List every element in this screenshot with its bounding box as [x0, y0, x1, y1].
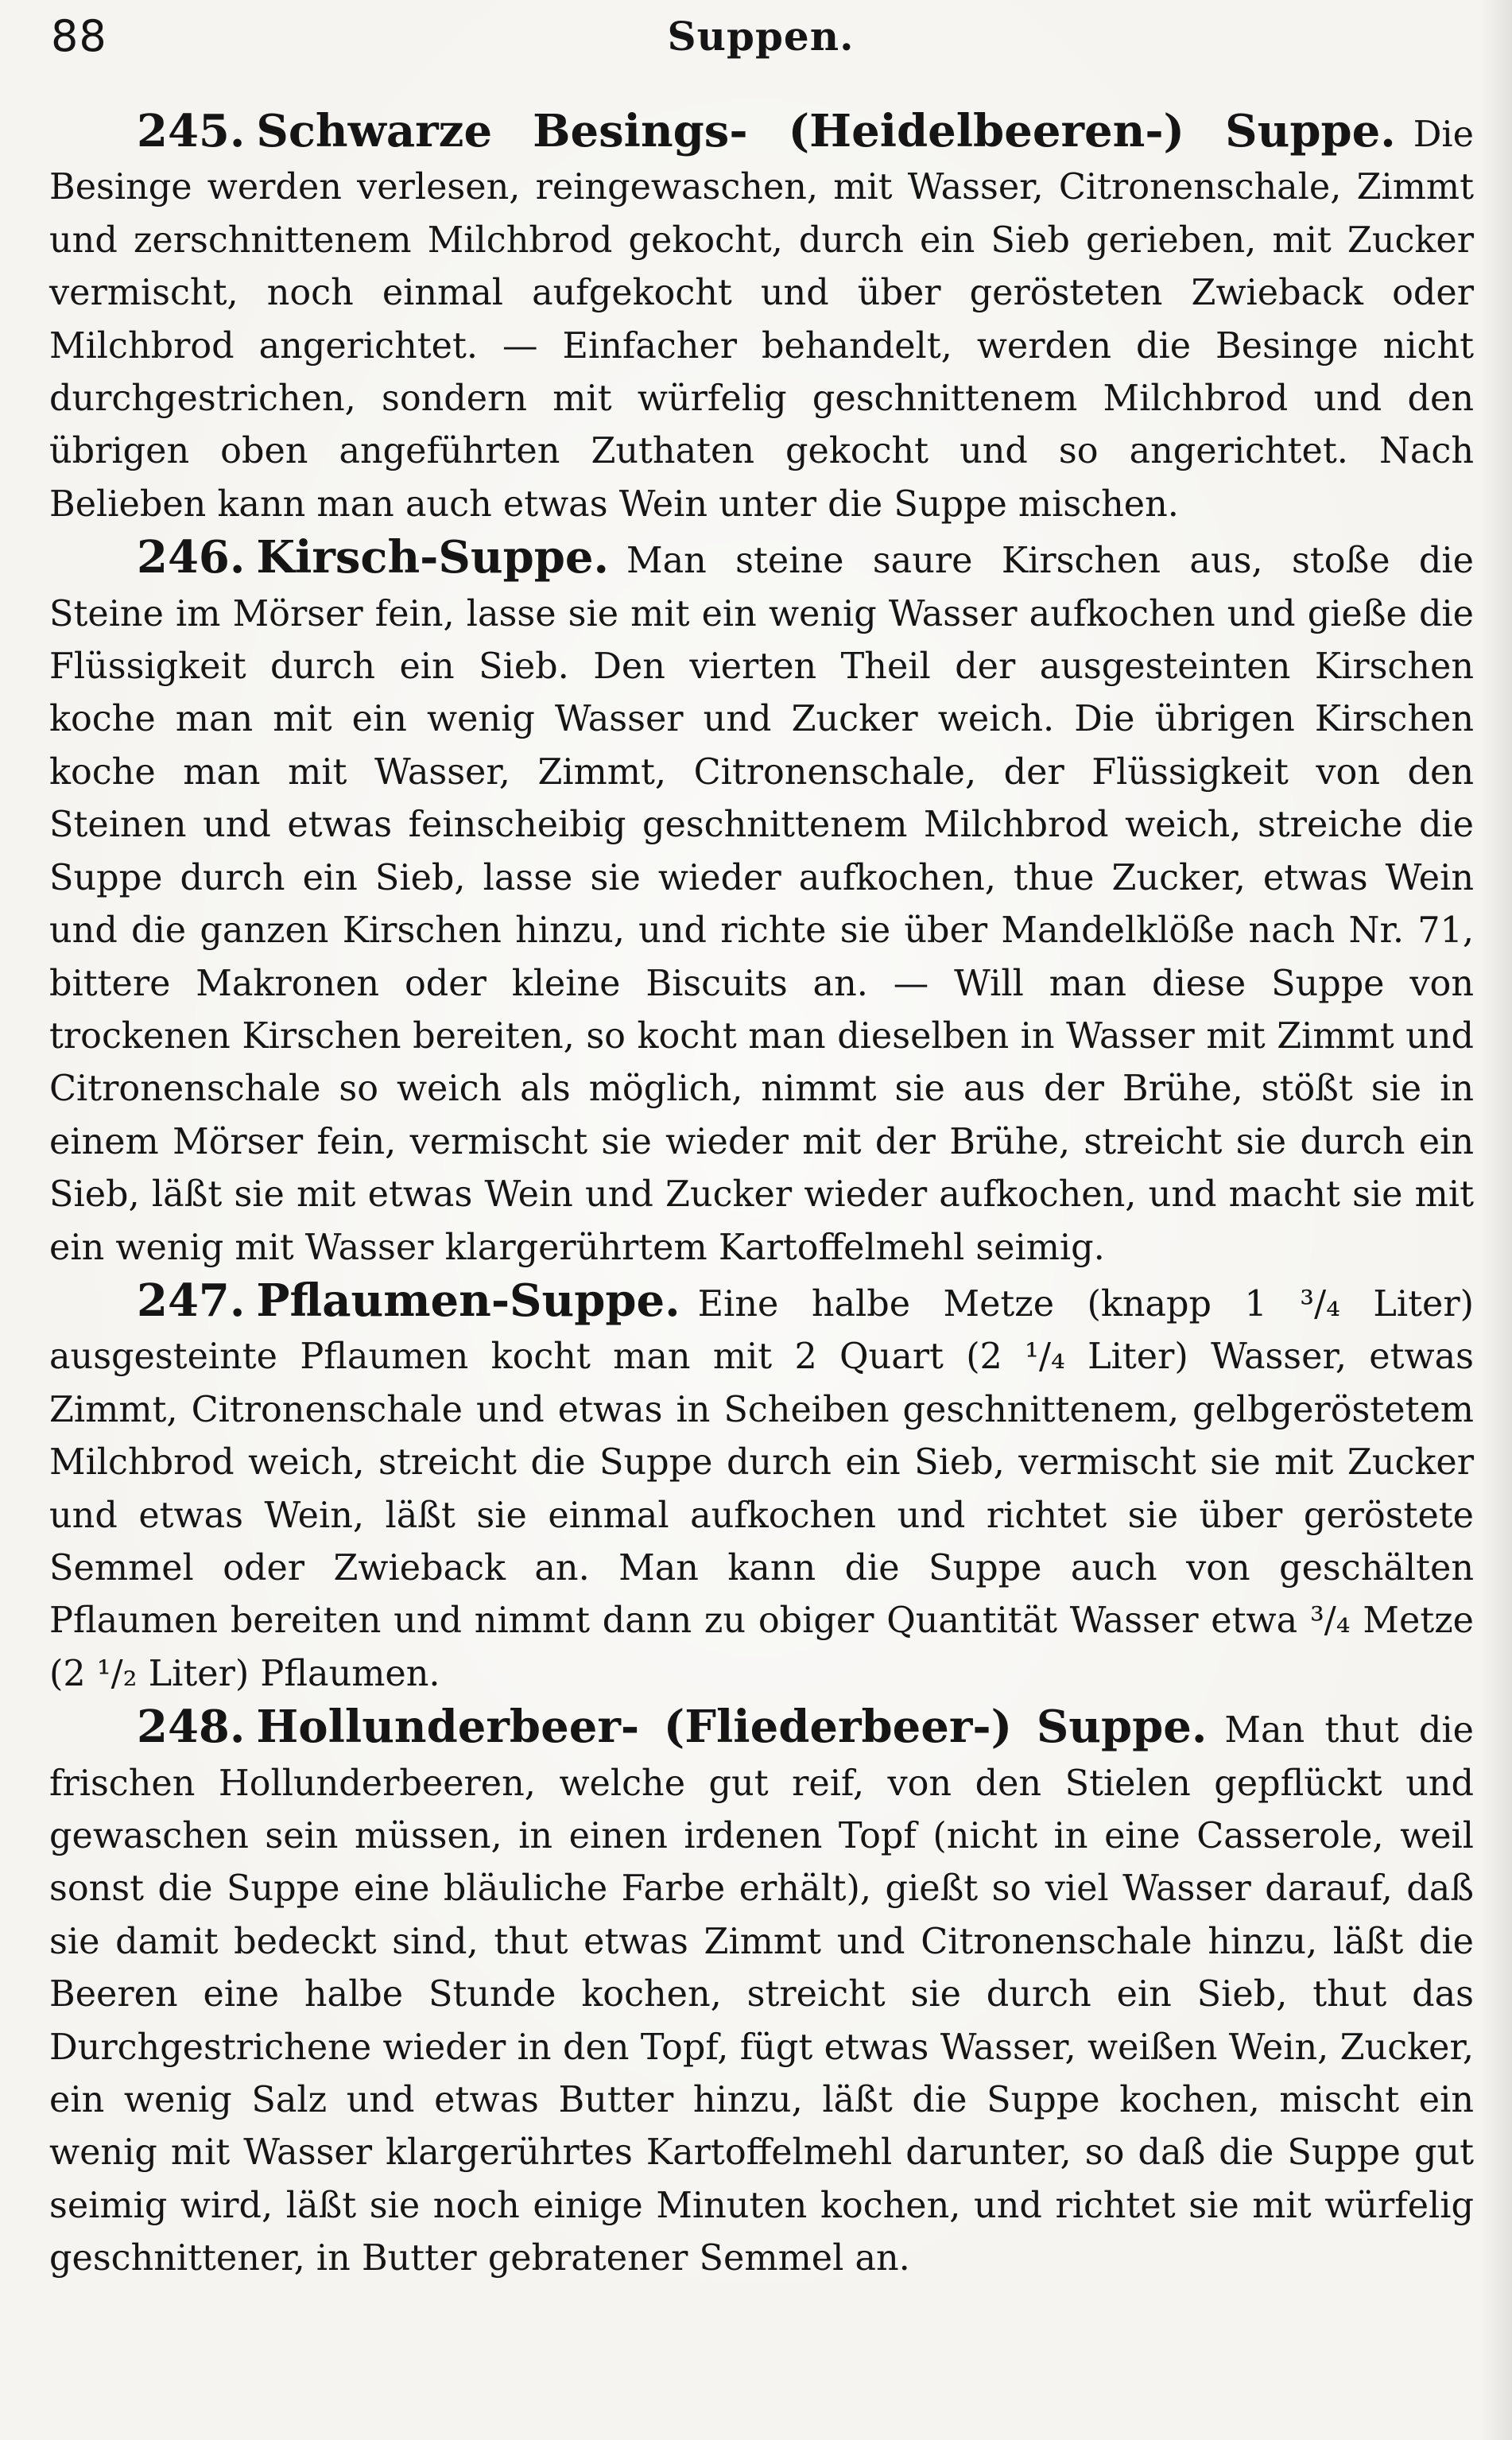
- recipe-246: [49, 531, 1474, 1274]
- recipe-text: Die Besinge werden verlesen, reingewaschen, mit Wasser, Citronenschale, Zimmt und zerschnittenem Milchbrod gekocht, durch ein Sieb gerieben, mit Zucker vermischt, noch einmal aufgekocht und über gerösteten Zwieback oder Milchbrod angerichtet. — Einfacher behandelt, werden die Besinge nicht durchgestrichen, sondern mit würfelig geschnittenem Milchbrod und den übrigen oben angeführten Zuthaten gekocht und so angerichtet. Nach Belieben kann man auch etwas Wein unter die Suppe mischen.: [49, 114, 1474, 525]
- recipe-title: Kirsch-Suppe.: [256, 531, 610, 584]
- page-edge-shadow: [1480, 0, 1512, 2440]
- recipe-title: Pflaumen-Suppe.: [256, 1274, 680, 1327]
- recipe-248: [49, 1701, 1474, 2285]
- recipe-text: Man thut die frischen Hollunderbeeren, welche gut reif, von den Stielen gepflückt und gewaschen sein müssen, in einen irdenen Topf (nicht in eine Casserole, weil sonst die Suppe eine bläuliche Farbe erhält), gießt so viel Wasser darauf, daß sie damit bedeckt sind, thut etwas Zimmt und Citronenschale hinzu, läßt die Beeren eine halbe Stunde kochen, streicht sie durch ein Sieb, thut das Durchgestrichene wieder in den Topf, fügt etwas Wasser, weißen Wein, Zucker, ein wenig Salz und etwas Butter hinzu, läßt die Suppe kochen, mischt ein wenig mit Wasser klargerührtes Kartoffelmehl darunter, so daß die Suppe gut seimig wird, läßt sie noch einige Minuten kochen, und richtet sie mit würfelig geschnittener, in Butter gebratener Semmel an.: [49, 1710, 1474, 2279]
- recipe-list: [49, 105, 1474, 2286]
- running-head: [51, 11, 1471, 67]
- recipe-title: Schwarze Besings- (Heidelbeeren-) Suppe.: [256, 105, 1396, 157]
- recipe-number: 248.: [137, 1701, 246, 1754]
- recipe-number: 247.: [137, 1274, 246, 1327]
- recipe-number: 245.: [137, 105, 246, 157]
- recipe-title: Hollunderbeer- (Fliederbeer-) Suppe.: [256, 1701, 1208, 1754]
- recipe-247: [49, 1274, 1474, 1701]
- recipe-245: [49, 105, 1474, 531]
- page-number: 88: [51, 11, 107, 61]
- recipe-text: Eine halbe Metze (knapp 1 ³/₄ Liter) ausgesteinte Pflaumen kocht man mit 2 Quart (2 ¹/₄ Liter) Wasser, etwas Zimmt, Citronenschale und etwas in Scheiben geschnittenem, gelbgeröstetem Milchbrod weich, streicht die Suppe durch ein Sieb, vermischt sie mit Zucker und etwas Wein, läßt sie einmal aufkochen und richtet sie über geröstete Semmel oder Zwieback an. Man kann die Suppe auch von geschälten Pflaumen bereiten und nimmt dann zu obiger Quantität Wasser etwa ³/₄ Metze (2 ¹/₂ Liter) Pflaumen.: [49, 1283, 1474, 1694]
- recipe-text: Man steine saure Kirschen aus, stoße die Steine im Mörser fein, lasse sie mit ein wenig Wasser aufkochen und gieße die Flüssigkeit durch ein Sieb. Den vierten Theil der ausgesteinten Kirschen koche man mit ein wenig Wasser und Zucker weich. Die übrigen Kirschen koche man mit Wasser, Zimmt, Citronenschale, der Flüssigkeit von den Steinen und etwas feinscheibig geschnittenem Milchbrod weich, streiche die Suppe durch ein Sieb, lasse sie wieder aufkochen, thue Zucker, etwas Wein und die ganzen Kirschen hinzu, und richte sie über Mandelklöße nach Nr. 71, bittere Makronen oder kleine Biscuits an. — Will man diese Suppe von trockenen Kirschen bereiten, so kocht man dieselben in Wasser mit Zimmt und Citronenschale so weich als möglich, nimmt sie aus der Brühe, stößt sie in einem Mörser fein, vermischt sie wieder mit der Brühe, streicht sie durch ein Sieb, läßt sie mit etwas Wein und Zucker wieder aufkochen, und macht sie mit ein wenig mit Wasser klargerührtem Kartoffelmehl seimig.: [49, 541, 1474, 1268]
- recipe-number: 246.: [137, 531, 246, 584]
- section-title: Suppen.: [667, 13, 855, 60]
